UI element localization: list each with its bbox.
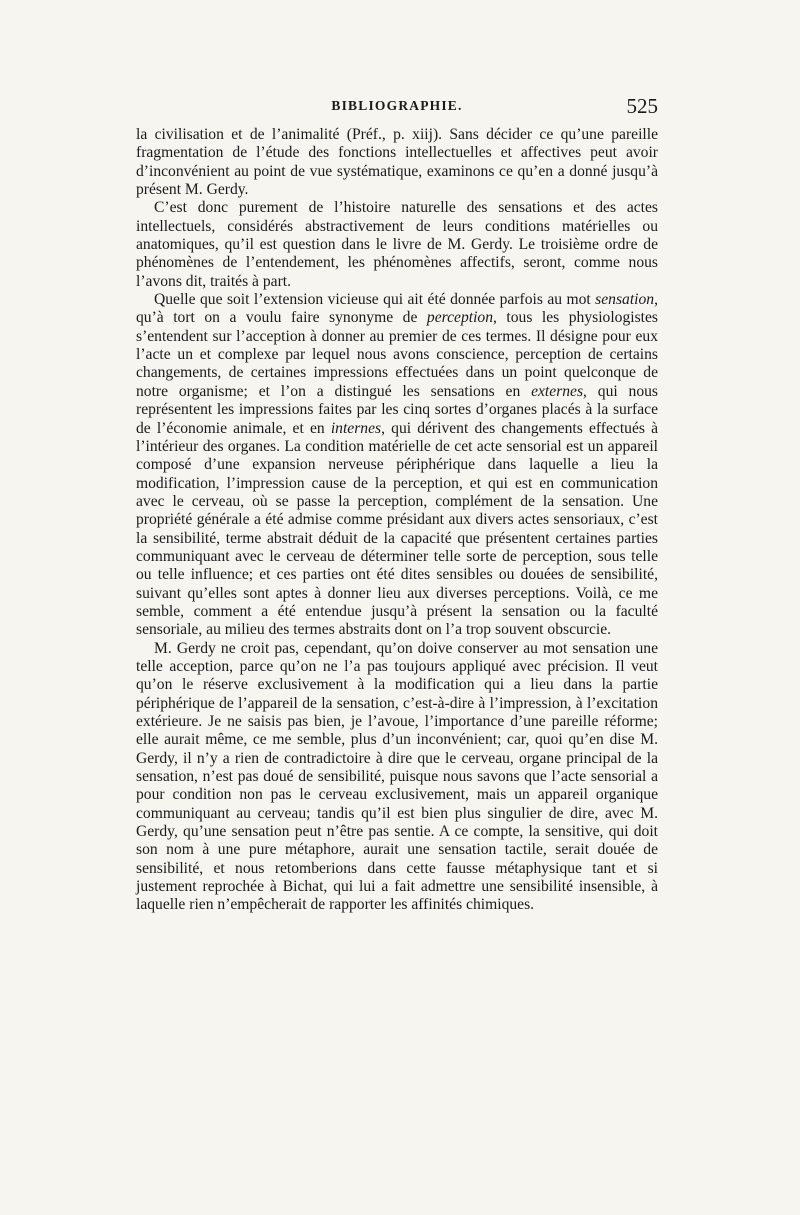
italic-term-sensation: sensation [595,291,655,309]
paragraph-text: M. Gerdy ne croit pas, cependant, qu’on doive conserver au mot sensation une telle acception, parce qu’on ne l’a pas toujours appliqué avec précision. Il veut qu’on le réserve exclusivement à la modification qui a lieu dans la partie périphérique de l’appareil de la sensation, c’est-à-dire à l’impression, à l’excitation extérieure. Je ne saisis pas bien, je l’avoue, l’importance d’une pareille réforme; elle aurait même, ce me semble, plus d’un inconvénient; car, quoi qu’en dise M. Gerdy, il n’y a rien de contradictoire à dire que le cerveau, organe principal de la sensation, n’est pas doué de sensibilité, puisque nous savons que l’acte sensorial a pour condition non pas le cerveau exclusivement, mais un appareil organique communiquant au cerveau; tandis qu’il est bien plus singulier de dire, avec M. Gerdy, qu’une sensation peut n’être pas sentie. A ce compte, la sensitive, qui doit son nom à une pure métaphore, aurait une sensation tactile, serait douée de sensibilité, et nous retomberions dans cette fausse métaphysique tant et si justement reprochée à Bichat, qui lui a fait admettre une sensibilité insensible, à laquelle rien n’empêcherait de rapporter les affinités chimiques. [136,639,658,914]
paragraph-1 [136,126,658,199]
paragraph-text: Quelle que soit l’extension vicieuse qui ait été donnée parfois au mot [154,291,596,309]
italic-term-internes: internes [330,419,382,437]
paragraph-text: la civilisation et de l’animalité (Préf., p. xiij). Sans décider ce qu’une pareille fragmentation de l’étude des fonctions intellectuelles et affectives peut avoir d’inconvénient au point de vue systématique, examinons ce qu’en a donné jusqu’à présent M. Gerdy. [136,126,658,199]
page-number: 525 [626,94,658,118]
book-page [136,96,658,915]
italic-term-externes: externes [531,382,584,400]
body-text [136,126,658,915]
italic-term-perception: perception [426,309,493,327]
paragraph-3 [136,291,658,640]
page-header [136,96,658,126]
paragraph-text: , qu’à tort on a voulu faire synonyme de [136,291,658,327]
paragraph-text: , qui dérivent des changements effectués à l’intérieur des organes. La condition matérielle de cet acte sensorial est un appareil composé d’une expansion nerveuse périphérique dans laquelle a lieu la modification, l’impression cause de la perception, et qui est en communication avec le cerveau, où se passe la perception, complément de la sensation. Une propriété générale a été admise comme présidant aux divers actes sensoriaux, c’est la sensibilité, terme abstrait déduit de la capacité que présentent certaines parties communiquant avec le cerveau de déterminer telle sorte de perception, sous telle ou telle influence; et ces parties ont été dites sensibles ou douées de sensibilité, suivant qu’elles sont aptes à donner lieu aux diverses perceptions. Voilà, ce me semble, comment a été entendue jusqu’à présent la sensation ou la faculté sensoriale, au milieu des termes abstraits dont on l’a trop souvent obscurcie. [136,419,659,639]
paragraph-text: , qui nous représentent les impressions faites par les cinq sortes d’organes placés à la surface de l’économie animale, et en [136,382,658,437]
paragraph-2 [136,199,658,291]
running-head: BIBLIOGRAPHIE. [331,98,463,113]
paragraph-text: , tous les physiologistes s’entendent sur l’acception à donner au premier de ces termes. Il désigne pour eux l’acte un et complexe par lequel nous avons conscience, perception de certains changements, de certaines impressions effectuées dans un point quelconque de notre organisme; et l’on a distingué les sensations en [136,309,658,400]
paragraph-4 [136,640,658,915]
paragraph-text: C’est donc purement de l’histoire naturelle des sensations et des actes intellectuels, considérés abstractivement de leurs conditions matérielles ou anatomiques, qu’il est question dans le livre de M. Gerdy. Le troisième ordre de phénomènes de l’entendement, les phénomènes affectifs, seront, comme nous l’avons dit, traités à part. [136,199,658,290]
